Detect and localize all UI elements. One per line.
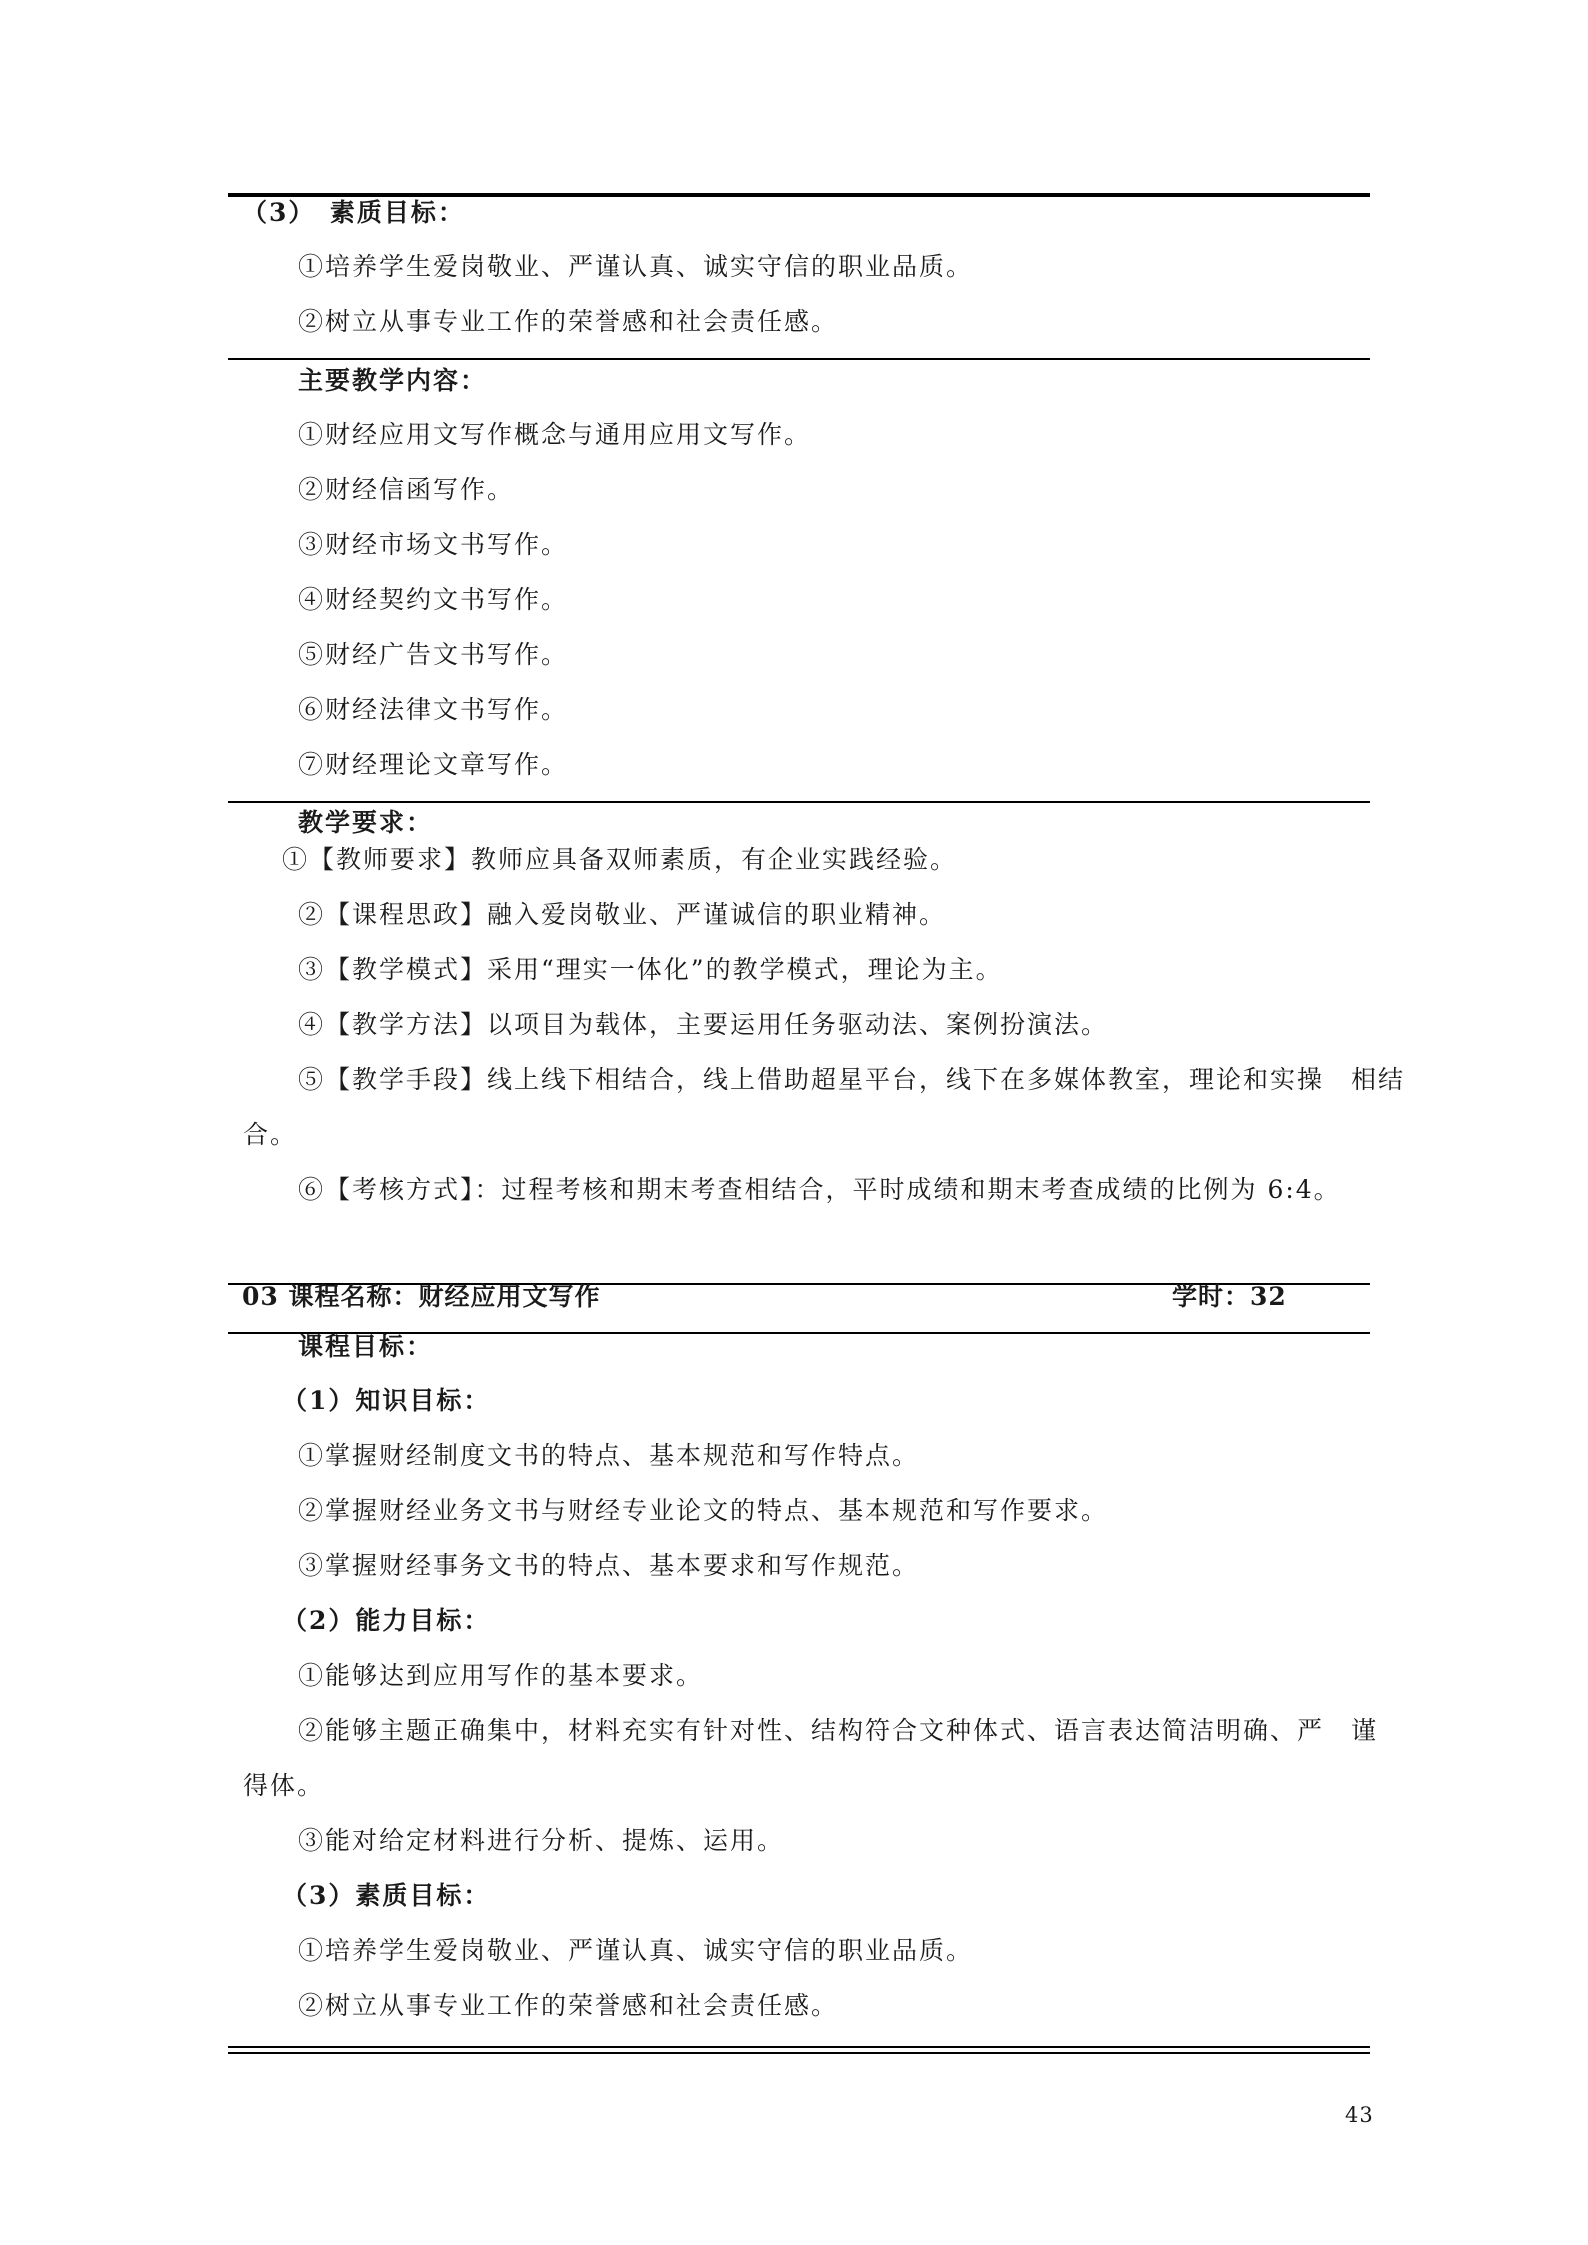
content-heading: 主要教学内容： [298,366,488,395]
quality-item-1: ①培养学生爱岗敬业、严谨认真、诚实守信的职业品质。 [298,252,974,281]
ability-item-2-cont: 得体。 [243,1771,325,1800]
bottom-rule-2 [228,2052,1370,2054]
course-quality-heading: （3）素质目标： [282,1881,491,1910]
ability-item-2: ②能够主题正确集中，材料充实有针对性、结构符合文种体式、语言表达简洁明确、严 谨 [298,1716,1379,1745]
content-item-4: ④财经契约文书写作。 [298,585,569,614]
objectives-heading: 课程目标： [298,1332,434,1361]
requirement-item-6: ⑥【考核方式】：过程考核和期末考查相结合，平时成绩和期末考查成绩的比例为 6:4。 [298,1175,1341,1204]
content-item-5: ⑤财经广告文书写作。 [298,640,569,669]
knowledge-heading: （1）知识目标： [282,1386,491,1415]
course-name: 03 课程名称：财经应用文写作 [242,1282,601,1311]
course-quality-item-1: ①培养学生爱岗敬业、严谨认真、诚实守信的职业品质。 [298,1936,974,1965]
page-number: 43 [1345,2103,1374,2127]
content-item-3: ③财经市场文书写作。 [298,530,569,559]
knowledge-item-3: ③掌握财经事务文书的特点、基本要求和写作规范。 [298,1551,920,1580]
requirements-rule [228,801,1370,803]
content-item-6: ⑥财经法律文书写作。 [298,695,569,724]
ability-heading: （2）能力目标： [282,1606,491,1635]
requirement-item-5: ⑤【教学手段】线上线下相结合，线上借助超星平台，线下在多媒体教室，理论和实操 相结 [298,1065,1406,1094]
content-item-1: ①财经应用文写作概念与通用应用文写作。 [298,420,812,449]
ability-item-1: ①能够达到应用写作的基本要求。 [298,1661,704,1690]
content-item-7: ⑦财经理论文章写作。 [298,750,569,779]
course-quality-item-2: ②树立从事专业工作的荣誉感和社会责任感。 [298,1991,839,2020]
quality-item-2: ②树立从事专业工作的荣誉感和社会责任感。 [298,307,839,336]
requirement-item-2: ②【课程思政】融入爱岗敬业、严谨诚信的职业精神。 [298,900,947,929]
requirement-item-3: ③【教学模式】采用“理实一体化”的教学模式，理论为主。 [298,955,1003,984]
bottom-rule-1 [228,2046,1370,2048]
quality-heading: （3） 素质目标： [242,198,465,227]
ability-item-3: ③能对给定材料进行分析、提炼、运用。 [298,1826,785,1855]
knowledge-item-1: ①掌握财经制度文书的特点、基本规范和写作特点。 [298,1441,920,1470]
knowledge-item-2: ②掌握财经业务文书与财经专业论文的特点、基本规范和写作要求。 [298,1496,1109,1525]
requirement-item-4: ④【教学方法】以项目为载体，主要运用任务驱动法、案例扮演法。 [298,1010,1109,1039]
content-rule [228,358,1370,360]
requirement-item-5-cont: 合。 [243,1120,298,1149]
requirement-item-1: ①【教师要求】教师应具备双师素质，有企业实践经验。 [282,845,958,874]
content-item-2: ②财经信函写作。 [298,475,515,504]
requirements-heading: 教学要求： [298,808,434,837]
course-hours: 学时：32 [1172,1282,1287,1311]
